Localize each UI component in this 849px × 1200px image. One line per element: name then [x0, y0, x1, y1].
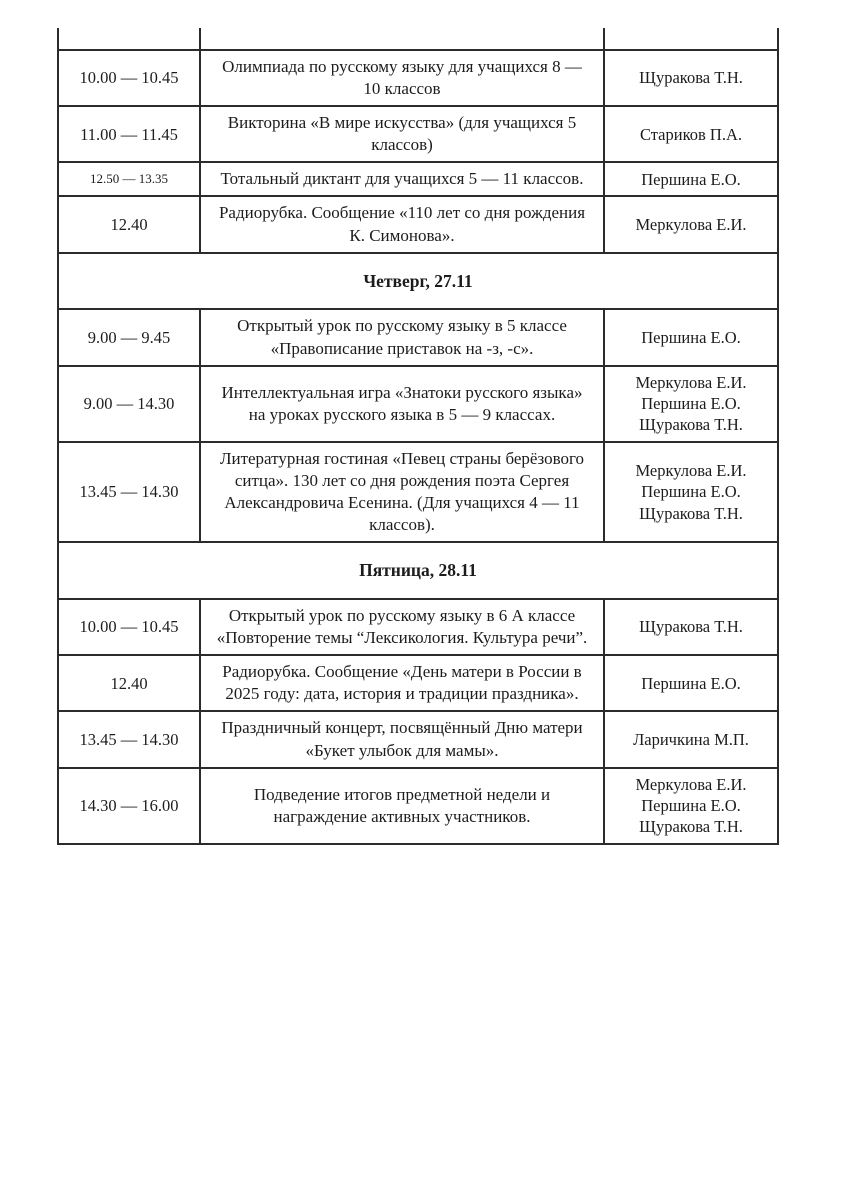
staff-name: Щуракова Т.Н. [639, 617, 743, 637]
schedule-row [58, 711, 778, 767]
staff-name: Першина Е.О. [641, 394, 741, 414]
time-cell: 12.40 [58, 655, 200, 711]
staff-cell [604, 768, 778, 844]
schedule-row [58, 768, 778, 844]
staff-name: Щуракова Т.Н. [639, 503, 743, 523]
event-cell: Радиорубка. Сообщение «День матери в России в 2025 году: дата, история и традиции праздника». [200, 655, 604, 711]
time-cell: 10.00 — 10.45 [58, 599, 200, 655]
staff-cell [604, 655, 778, 711]
staff-cell [604, 28, 778, 50]
time-cell: 12.40 [58, 196, 200, 252]
schedule-row [58, 106, 778, 162]
staff-cell [604, 366, 778, 442]
event-cell: Открытый урок по русскому языку в 6 А классе «Повторение темы “Лексикология. Культура речи”. [200, 599, 604, 655]
staff-name: Стариков П.А. [639, 124, 743, 144]
schedule-row [58, 162, 778, 196]
time-cell [58, 28, 200, 50]
staff-name: Щуракова Т.Н. [639, 415, 743, 435]
event-cell: Олимпиада по русскому языку для учащихся 8 — 10 классов [200, 50, 604, 106]
time-cell: 12.50 — 13.35 [58, 162, 200, 196]
day-header-row [58, 253, 778, 310]
staff-cell [604, 599, 778, 655]
day-header-label: Четверг, 27.11 [58, 253, 778, 310]
day-header-row [58, 542, 778, 599]
staff-cell [604, 196, 778, 252]
staff-cell [604, 106, 778, 162]
continued-row [58, 28, 778, 50]
staff-cell [604, 162, 778, 196]
staff-name: Першина Е.О. [641, 482, 741, 502]
staff-cell [604, 309, 778, 365]
schedule-row [58, 442, 778, 542]
staff-name: Меркулова Е.И. [635, 214, 747, 234]
event-cell: Праздничный концерт, посвящённый Дню матери «Букет улыбок для мамы». [200, 711, 604, 767]
staff-name: Меркулова Е.И. [635, 774, 747, 794]
time-cell: 11.00 — 11.45 [58, 106, 200, 162]
event-cell: Открытый урок по русскому языку в 5 классе «Правописание приставок на -з, -с». [200, 309, 604, 365]
time-cell: 9.00 — 14.30 [58, 366, 200, 442]
schedule-row [58, 655, 778, 711]
schedule-row [58, 309, 778, 365]
schedule-row [58, 196, 778, 252]
staff-name: Першина Е.О. [641, 327, 741, 347]
schedule-table-body [58, 28, 778, 844]
time-cell: 10.00 — 10.45 [58, 50, 200, 106]
event-cell: Викторина «В мире искусства» (для учащихся 5 классов) [200, 106, 604, 162]
schedule-table [57, 28, 779, 845]
staff-cell [604, 711, 778, 767]
schedule-row [58, 50, 778, 106]
staff-name: Першина Е.О. [641, 796, 741, 816]
staff-name: Меркулова Е.И. [635, 372, 747, 392]
schedule-row [58, 366, 778, 442]
staff-name: Першина Е.О. [641, 169, 741, 189]
staff-name: Першина Е.О. [641, 673, 741, 693]
event-cell: Интеллектуальная игра «Знатоки русского языка» на уроках русского языка в 5 — 9 классах. [200, 366, 604, 442]
staff-cell [604, 50, 778, 106]
event-cell: Подведение итогов предметной недели и награждение активных участников. [200, 768, 604, 844]
event-cell: Литературная гостиная «Певец страны берёзового ситца». 130 лет со дня рождения поэта Сергея Александровича Есенина. (Для учащихся 4 — 11 классов). [200, 442, 604, 542]
staff-cell [604, 442, 778, 542]
time-cell: 13.45 — 14.30 [58, 711, 200, 767]
staff-name: Щуракова Т.Н. [639, 817, 743, 837]
day-header-label: Пятница, 28.11 [58, 542, 778, 599]
time-cell: 9.00 — 9.45 [58, 309, 200, 365]
staff-name: Щуракова Т.Н. [639, 68, 743, 88]
event-cell: Тотальный диктант для учащихся 5 — 11 классов. [200, 162, 604, 196]
schedule-row [58, 599, 778, 655]
time-cell: 13.45 — 14.30 [58, 442, 200, 542]
staff-name: Ларичкина М.П. [633, 729, 749, 749]
staff-name: Меркулова Е.И. [635, 460, 747, 480]
time-cell: 14.30 — 16.00 [58, 768, 200, 844]
event-cell: Радиорубка. Сообщение «110 лет со дня рождения К. Симонова». [200, 196, 604, 252]
event-cell [200, 28, 604, 50]
